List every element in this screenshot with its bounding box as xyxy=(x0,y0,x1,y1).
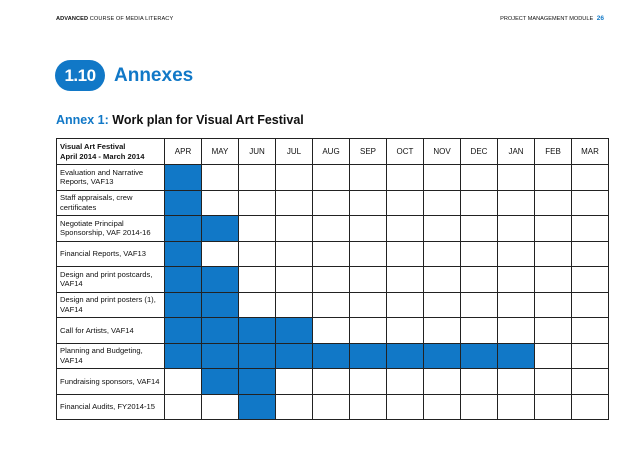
table-row xyxy=(57,369,609,395)
empty-month-cell xyxy=(461,318,498,344)
task-name: Evaluation and Narrative Reports, VAF13 xyxy=(57,165,165,191)
empty-month-cell xyxy=(424,394,461,420)
empty-month-cell xyxy=(498,190,535,216)
active-month-cell xyxy=(239,318,276,344)
empty-month-cell xyxy=(424,292,461,318)
empty-month-cell xyxy=(535,190,572,216)
empty-month-cell xyxy=(387,165,424,191)
table-body xyxy=(57,165,609,420)
active-month-cell xyxy=(165,267,202,293)
active-month-cell xyxy=(498,343,535,369)
section-number-badge: 1.10 xyxy=(55,60,105,91)
month-header-dec: DEC xyxy=(461,139,498,165)
festival-name: Visual Art Festival xyxy=(60,142,126,151)
active-month-cell xyxy=(387,343,424,369)
empty-month-cell xyxy=(498,369,535,395)
task-name: Staff appraisals, crew certificates xyxy=(57,190,165,216)
empty-month-cell xyxy=(572,369,609,395)
empty-month-cell xyxy=(276,241,313,267)
month-header-jul: JUL xyxy=(276,139,313,165)
empty-month-cell xyxy=(276,165,313,191)
month-header-apr: APR xyxy=(165,139,202,165)
page-number: 26 xyxy=(596,15,604,22)
table-row xyxy=(57,190,609,216)
active-month-cell xyxy=(239,369,276,395)
empty-month-cell xyxy=(276,190,313,216)
empty-month-cell xyxy=(498,241,535,267)
empty-month-cell xyxy=(535,369,572,395)
active-month-cell xyxy=(165,343,202,369)
empty-month-cell xyxy=(461,241,498,267)
empty-month-cell xyxy=(461,292,498,318)
empty-month-cell xyxy=(276,267,313,293)
annex-title: Work plan for Visual Art Festival xyxy=(108,113,304,127)
active-month-cell xyxy=(165,292,202,318)
empty-month-cell xyxy=(239,165,276,191)
month-header-oct: OCT xyxy=(387,139,424,165)
empty-month-cell xyxy=(313,267,350,293)
empty-month-cell xyxy=(350,241,387,267)
empty-month-cell xyxy=(461,216,498,242)
empty-month-cell xyxy=(350,369,387,395)
active-month-cell xyxy=(202,369,239,395)
empty-month-cell xyxy=(387,318,424,344)
active-month-cell xyxy=(202,318,239,344)
empty-month-cell xyxy=(461,394,498,420)
active-month-cell xyxy=(165,216,202,242)
active-month-cell xyxy=(202,216,239,242)
month-header-sep: SEP xyxy=(350,139,387,165)
empty-month-cell xyxy=(313,318,350,344)
active-month-cell xyxy=(165,165,202,191)
table-row xyxy=(57,292,609,318)
table-row xyxy=(57,343,609,369)
month-header-mar: MAR xyxy=(572,139,609,165)
empty-month-cell xyxy=(313,190,350,216)
empty-month-cell xyxy=(387,369,424,395)
empty-month-cell xyxy=(498,267,535,293)
empty-month-cell xyxy=(387,394,424,420)
empty-month-cell xyxy=(313,394,350,420)
empty-month-cell xyxy=(313,292,350,318)
empty-month-cell xyxy=(313,216,350,242)
active-month-cell xyxy=(239,343,276,369)
annex-heading xyxy=(56,113,304,127)
table-row xyxy=(57,241,609,267)
empty-month-cell xyxy=(535,241,572,267)
running-header-right xyxy=(500,15,604,22)
empty-month-cell xyxy=(350,267,387,293)
empty-month-cell xyxy=(424,369,461,395)
task-name: Negotiate Principal Sponsorship, VAF 2014-16 xyxy=(57,216,165,242)
empty-month-cell xyxy=(239,190,276,216)
task-name: Design and print posters (1), VAF14 xyxy=(57,292,165,318)
empty-month-cell xyxy=(498,318,535,344)
empty-month-cell xyxy=(572,394,609,420)
task-name: Fundraising sponsors, VAF14 xyxy=(57,369,165,395)
empty-month-cell xyxy=(572,267,609,293)
empty-month-cell xyxy=(572,241,609,267)
empty-month-cell xyxy=(350,292,387,318)
empty-month-cell xyxy=(572,318,609,344)
empty-month-cell xyxy=(424,318,461,344)
empty-month-cell xyxy=(535,267,572,293)
empty-month-cell xyxy=(239,292,276,318)
empty-month-cell xyxy=(165,394,202,420)
empty-month-cell xyxy=(387,267,424,293)
empty-month-cell xyxy=(387,190,424,216)
active-month-cell xyxy=(165,318,202,344)
empty-month-cell xyxy=(313,369,350,395)
empty-month-cell xyxy=(572,165,609,191)
empty-month-cell xyxy=(202,241,239,267)
empty-month-cell xyxy=(276,394,313,420)
empty-month-cell xyxy=(498,292,535,318)
module-label: PROJECT MANAGEMENT MODULE xyxy=(500,16,594,22)
active-month-cell xyxy=(202,267,239,293)
empty-month-cell xyxy=(424,216,461,242)
empty-month-cell xyxy=(239,241,276,267)
empty-month-cell xyxy=(498,165,535,191)
active-month-cell xyxy=(276,318,313,344)
active-month-cell xyxy=(424,343,461,369)
empty-month-cell xyxy=(498,216,535,242)
empty-month-cell xyxy=(313,165,350,191)
empty-month-cell xyxy=(350,216,387,242)
empty-month-cell xyxy=(276,216,313,242)
section-title: Annexes xyxy=(114,64,194,86)
task-name: Financial Reports, VAF13 xyxy=(57,241,165,267)
month-header-aug: AUG xyxy=(313,139,350,165)
active-month-cell xyxy=(239,394,276,420)
month-header-jun: JUN xyxy=(239,139,276,165)
empty-month-cell xyxy=(535,394,572,420)
empty-month-cell xyxy=(276,369,313,395)
empty-month-cell xyxy=(350,394,387,420)
empty-month-cell xyxy=(165,369,202,395)
empty-month-cell xyxy=(498,394,535,420)
task-name: Financial Audits, FY2014-15 xyxy=(57,394,165,420)
active-month-cell xyxy=(202,343,239,369)
section-heading xyxy=(55,60,193,91)
empty-month-cell xyxy=(424,190,461,216)
empty-month-cell xyxy=(535,343,572,369)
month-header-jan: JAN xyxy=(498,139,535,165)
empty-month-cell xyxy=(461,165,498,191)
empty-month-cell xyxy=(424,165,461,191)
active-month-cell xyxy=(313,343,350,369)
running-header-left xyxy=(56,16,173,22)
empty-month-cell xyxy=(350,165,387,191)
task-name: Design and print postcards, VAF14 xyxy=(57,267,165,293)
work-plan-table xyxy=(56,138,609,420)
task-name: Planning and Budgeting, VAF14 xyxy=(57,343,165,369)
empty-month-cell xyxy=(424,267,461,293)
empty-month-cell xyxy=(572,292,609,318)
annex-label: Annex 1: xyxy=(56,113,109,127)
empty-month-cell xyxy=(387,216,424,242)
table-row xyxy=(57,318,609,344)
empty-month-cell xyxy=(461,267,498,293)
empty-month-cell xyxy=(202,394,239,420)
empty-month-cell xyxy=(572,343,609,369)
running-header-left-bold: ADVANCED xyxy=(56,16,89,22)
empty-month-cell xyxy=(535,216,572,242)
month-header-may: MAY xyxy=(202,139,239,165)
empty-month-cell xyxy=(572,190,609,216)
empty-month-cell xyxy=(276,292,313,318)
empty-month-cell xyxy=(387,292,424,318)
active-month-cell xyxy=(202,292,239,318)
running-header-left-rest: COURSE OF MEDIA LITERACY xyxy=(88,16,174,22)
active-month-cell xyxy=(276,343,313,369)
empty-month-cell xyxy=(239,267,276,293)
table-row xyxy=(57,165,609,191)
festival-period: April 2014 - March 2014 xyxy=(60,151,145,161)
active-month-cell xyxy=(461,343,498,369)
table-row xyxy=(57,394,609,420)
empty-month-cell xyxy=(572,216,609,242)
empty-month-cell xyxy=(387,241,424,267)
empty-month-cell xyxy=(313,241,350,267)
empty-month-cell xyxy=(535,165,572,191)
empty-month-cell xyxy=(461,190,498,216)
table-corner-cell xyxy=(57,139,165,165)
empty-month-cell xyxy=(350,318,387,344)
table-row xyxy=(57,216,609,242)
task-name: Call for Artists, VAF14 xyxy=(57,318,165,344)
empty-month-cell xyxy=(461,369,498,395)
empty-month-cell xyxy=(424,241,461,267)
table-header-row xyxy=(57,139,609,165)
empty-month-cell xyxy=(202,165,239,191)
empty-month-cell xyxy=(535,318,572,344)
active-month-cell xyxy=(350,343,387,369)
empty-month-cell xyxy=(202,190,239,216)
table-row xyxy=(57,267,609,293)
active-month-cell xyxy=(165,190,202,216)
empty-month-cell xyxy=(350,190,387,216)
empty-month-cell xyxy=(239,216,276,242)
active-month-cell xyxy=(165,241,202,267)
empty-month-cell xyxy=(535,292,572,318)
month-header-nov: NOV xyxy=(424,139,461,165)
month-header-feb: FEB xyxy=(535,139,572,165)
